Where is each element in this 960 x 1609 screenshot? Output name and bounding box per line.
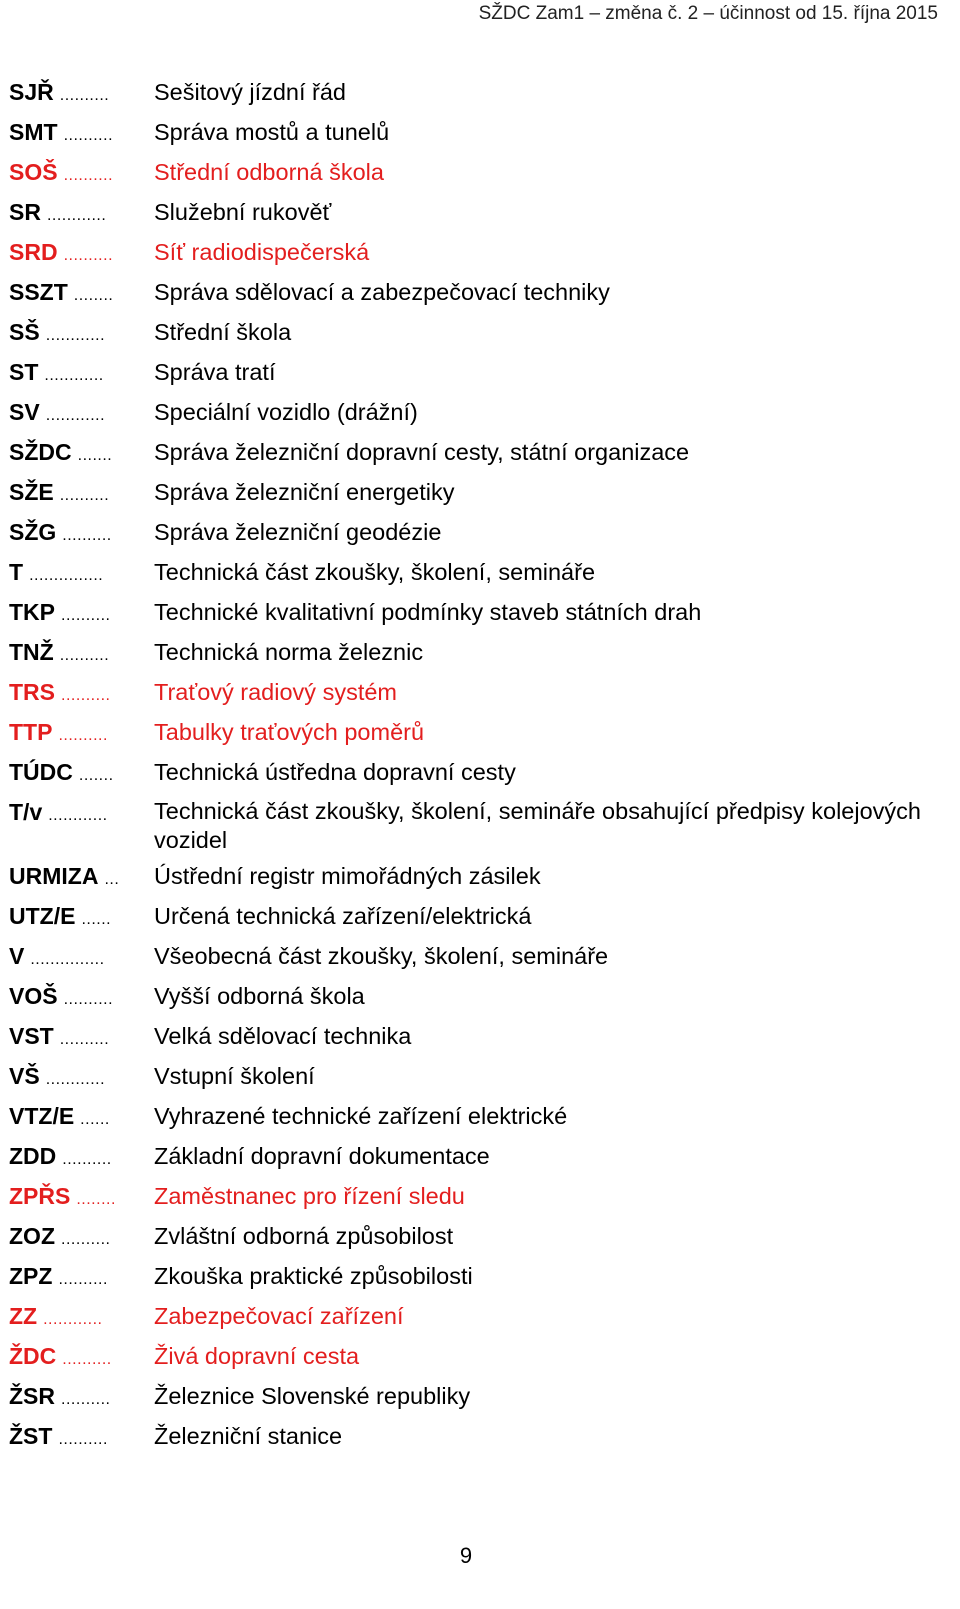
abbreviation-row	[9, 1258, 921, 1298]
leader-dots: ............	[45, 407, 106, 424]
abbreviation-meaning: Služební rukověť	[154, 199, 332, 225]
abbreviation-cell	[9, 1098, 144, 1138]
abbreviation-cell	[9, 194, 144, 234]
leader-dots: ..........	[59, 647, 110, 664]
abbreviation-cell	[9, 234, 144, 274]
leader-dots: ..........	[61, 1231, 111, 1248]
abbreviation-code: VST	[9, 1023, 60, 1049]
abbreviation-code: SŽE	[9, 479, 60, 505]
abbreviation-row	[9, 938, 921, 978]
abbreviation-row	[9, 858, 921, 898]
abbreviation-row	[9, 154, 921, 194]
abbreviation-code: SŽG	[9, 519, 62, 545]
abbreviation-row	[9, 354, 921, 394]
abbreviation-cell	[9, 274, 144, 314]
abbreviation-meaning: Základní dopravní dokumentace	[154, 1143, 490, 1169]
abbreviation-cell	[9, 1138, 144, 1178]
abbreviation-code: TNŽ	[9, 639, 60, 665]
abbreviation-row	[9, 594, 921, 634]
abbreviation-meaning: Technická část zkoušky, školení, semináře	[154, 559, 596, 585]
leader-dots: ..........	[59, 487, 110, 504]
abbreviation-code: T	[9, 559, 29, 585]
leader-dots: .......	[78, 767, 114, 784]
abbreviation-meaning: Technické kvalitativní podmínky staveb státních drah	[154, 599, 702, 625]
leader-dots: ..........	[58, 1431, 108, 1448]
abbreviation-meaning: Zabezpečovací zařízení	[154, 1303, 404, 1329]
abbreviation-cell	[9, 1018, 144, 1058]
abbreviation-meaning: Vyšší odborná škola	[154, 983, 365, 1009]
abbreviation-cell	[9, 514, 144, 554]
abbreviation-row	[9, 1018, 921, 1058]
abbreviation-meaning: Správa železniční geodézie	[154, 519, 442, 545]
abbreviation-row	[9, 434, 921, 474]
abbreviation-meaning: Vyhrazené technické zařízení elektrické	[154, 1103, 568, 1129]
abbreviation-meaning: Ústřední registr mimořádných zásilek	[154, 863, 541, 889]
abbreviation-row	[9, 1098, 921, 1138]
abbreviation-meaning: Železnice Slovenské republiky	[154, 1383, 471, 1409]
abbreviation-meaning: Živá dopravní cesta	[154, 1343, 360, 1369]
abbreviation-cell	[9, 594, 144, 634]
abbreviation-row	[9, 1138, 921, 1178]
leader-dots: .......	[77, 447, 113, 464]
abbreviation-code: TRS	[9, 679, 61, 705]
leader-dots: ..........	[63, 247, 114, 264]
abbreviation-meaning: Správa mostů a tunelů	[154, 119, 390, 145]
abbreviation-code: SOŠ	[9, 159, 64, 185]
abbreviation-code: SR	[9, 199, 47, 225]
leader-dots: ..........	[62, 1351, 112, 1368]
abbreviation-code: VTZ/E	[9, 1103, 80, 1129]
abbreviation-row	[9, 794, 921, 858]
abbreviation-row	[9, 554, 921, 594]
abbreviation-cell	[9, 1058, 144, 1098]
document-header: SŽDC Zam1 – změna č. 2 – účinnost od 15. října 2015	[478, 3, 938, 24]
abbreviation-cell	[9, 554, 144, 594]
abbreviation-meaning: Technická ústředna dopravní cesty	[154, 759, 516, 785]
page-number: 9	[459, 1543, 473, 1568]
leader-dots: ..........	[59, 1031, 110, 1048]
abbreviation-cell	[9, 314, 144, 354]
abbreviation-row	[9, 1338, 921, 1378]
abbreviation-code: V	[9, 943, 30, 969]
abbreviation-row	[9, 634, 921, 674]
leader-dots: ............	[48, 807, 108, 824]
abbreviation-code: ŽDC	[9, 1343, 62, 1369]
abbreviation-row	[9, 74, 921, 114]
abbreviation-row	[9, 314, 921, 354]
abbreviation-code: ST	[9, 359, 44, 385]
abbreviation-row	[9, 714, 921, 754]
abbreviation-code: SŠ	[9, 319, 46, 345]
abbreviation-cell	[9, 394, 144, 434]
abbreviation-row	[9, 1378, 921, 1418]
abbreviation-code: SMT	[9, 119, 64, 145]
abbreviation-cell	[9, 714, 144, 754]
abbreviation-meaning: Speciální vozidlo (drážní)	[154, 399, 418, 425]
leader-dots: ........	[76, 1191, 116, 1208]
leader-dots: ...............	[30, 951, 105, 968]
abbreviation-list	[9, 74, 921, 1458]
leader-dots: ...............	[29, 567, 104, 584]
abbreviation-row	[9, 1298, 921, 1338]
leader-dots: ..........	[63, 991, 114, 1008]
abbreviation-cell	[9, 898, 144, 938]
abbreviation-meaning: Sešitový jízdní řád	[154, 79, 347, 105]
leader-dots: ............	[45, 1071, 106, 1088]
abbreviation-row	[9, 1418, 921, 1458]
abbreviation-meaning: Traťový radiový systém	[154, 679, 397, 705]
abbreviation-meaning: Střední odborná škola	[154, 159, 384, 185]
abbreviation-cell	[9, 858, 144, 898]
abbreviation-meaning: Tabulky traťových poměrů	[154, 719, 425, 745]
abbreviation-row	[9, 514, 921, 554]
abbreviation-cell	[9, 938, 144, 978]
leader-dots: ..........	[61, 687, 111, 704]
abbreviation-cell	[9, 754, 144, 794]
abbreviation-code: ZPŘS	[9, 1183, 76, 1209]
leader-dots: ..........	[58, 1271, 108, 1288]
leader-dots: ..........	[58, 727, 108, 744]
abbreviation-code: SJŘ	[9, 79, 60, 105]
leader-dots: ............	[46, 207, 107, 224]
abbreviation-meaning: Technická část zkoušky, školení, semináře obsahující předpisy kolejových vozidel	[154, 798, 921, 853]
abbreviation-cell	[9, 978, 144, 1018]
abbreviation-cell	[9, 474, 144, 514]
leader-dots: ......	[80, 1111, 110, 1128]
abbreviation-row	[9, 1058, 921, 1098]
abbreviation-meaning: Správa železniční energetiky	[154, 479, 455, 505]
abbreviation-code: UTZ/E	[9, 903, 81, 929]
abbreviation-cell	[9, 154, 144, 194]
abbreviation-cell	[9, 1178, 144, 1218]
abbreviation-cell	[9, 1258, 144, 1298]
abbreviation-row	[9, 674, 921, 714]
abbreviation-cell	[9, 634, 144, 674]
abbreviation-code: SRD	[9, 239, 64, 265]
abbreviation-row	[9, 114, 921, 154]
leader-dots: ..........	[61, 607, 111, 624]
abbreviation-meaning: Střední škola	[154, 319, 292, 345]
abbreviation-row	[9, 234, 921, 274]
abbreviation-code: ZDD	[9, 1143, 62, 1169]
abbreviation-meaning: Železniční stanice	[154, 1423, 343, 1449]
abbreviation-cell	[9, 1298, 144, 1338]
abbreviation-row	[9, 1178, 921, 1218]
abbreviation-code: ZPZ	[9, 1263, 58, 1289]
abbreviation-meaning: Správa sdělovací a zabezpečovací techniky	[154, 279, 610, 305]
abbreviation-row	[9, 898, 921, 938]
abbreviation-cell	[9, 354, 144, 394]
abbreviation-cell	[9, 1378, 144, 1418]
leader-dots: ..........	[62, 527, 112, 544]
abbreviation-code: VOŠ	[9, 983, 64, 1009]
abbreviation-meaning: Zkouška praktické způsobilosti	[154, 1263, 473, 1289]
abbreviation-code: ZZ	[9, 1303, 43, 1329]
abbreviation-cell	[9, 794, 144, 834]
abbreviation-row	[9, 1218, 921, 1258]
leader-dots: ......	[81, 911, 112, 928]
abbreviation-code: SSZT	[9, 279, 74, 305]
abbreviation-code: TÚDC	[9, 759, 79, 785]
abbreviation-meaning: Všeobecná část zkoušky, školení, semináře	[154, 943, 609, 969]
abbreviation-meaning: Určená technická zařízení/elektrická	[154, 903, 532, 929]
abbreviation-row	[9, 978, 921, 1018]
abbreviation-meaning: Zaměstnanec pro řízení sledu	[154, 1183, 465, 1209]
abbreviation-meaning: Vstupní školení	[154, 1063, 315, 1089]
abbreviation-code: URMIZA	[9, 863, 104, 889]
abbreviation-row	[9, 754, 921, 794]
abbreviation-code: TKP	[9, 599, 61, 625]
leader-dots: ...	[104, 871, 120, 888]
leader-dots: ............	[45, 327, 106, 344]
abbreviation-cell	[9, 74, 144, 114]
abbreviation-cell	[9, 434, 144, 474]
abbreviation-code: SV	[9, 399, 46, 425]
abbreviation-row	[9, 194, 921, 234]
abbreviation-cell	[9, 1218, 144, 1258]
abbreviation-row	[9, 394, 921, 434]
abbreviation-cell	[9, 1338, 144, 1378]
leader-dots: ..........	[61, 1391, 111, 1408]
abbreviation-row	[9, 274, 921, 314]
leader-dots: ..........	[59, 87, 110, 104]
leader-dots: ..........	[63, 167, 114, 184]
leader-dots: ..........	[63, 127, 114, 144]
abbreviation-code: ZOZ	[9, 1223, 61, 1249]
abbreviation-cell	[9, 114, 144, 154]
abbreviation-code: ŽSR	[9, 1383, 61, 1409]
abbreviation-meaning: Správa železniční dopravní cesty, státní organizace	[154, 439, 690, 465]
abbreviation-meaning: Zvláštní odborná způsobilost	[154, 1223, 454, 1249]
abbreviation-meaning: Technická norma železnic	[154, 639, 424, 665]
leader-dots: ........	[73, 287, 114, 304]
leader-dots: ............	[44, 367, 104, 384]
abbreviation-code: VŠ	[9, 1063, 46, 1089]
abbreviation-code: TTP	[9, 719, 58, 745]
abbreviation-cell	[9, 1418, 144, 1458]
abbreviation-meaning: Velká sdělovací technika	[154, 1023, 412, 1049]
leader-dots: ............	[43, 1311, 103, 1328]
abbreviation-code: T/v	[9, 799, 48, 825]
abbreviation-meaning: Správa tratí	[154, 359, 276, 385]
abbreviation-cell	[9, 674, 144, 714]
leader-dots: ..........	[62, 1151, 112, 1168]
abbreviation-meaning: Síť radiodispečerská	[154, 239, 370, 265]
abbreviation-code: SŽDC	[9, 439, 78, 465]
abbreviation-row	[9, 474, 921, 514]
abbreviation-code: ŽST	[9, 1423, 58, 1449]
